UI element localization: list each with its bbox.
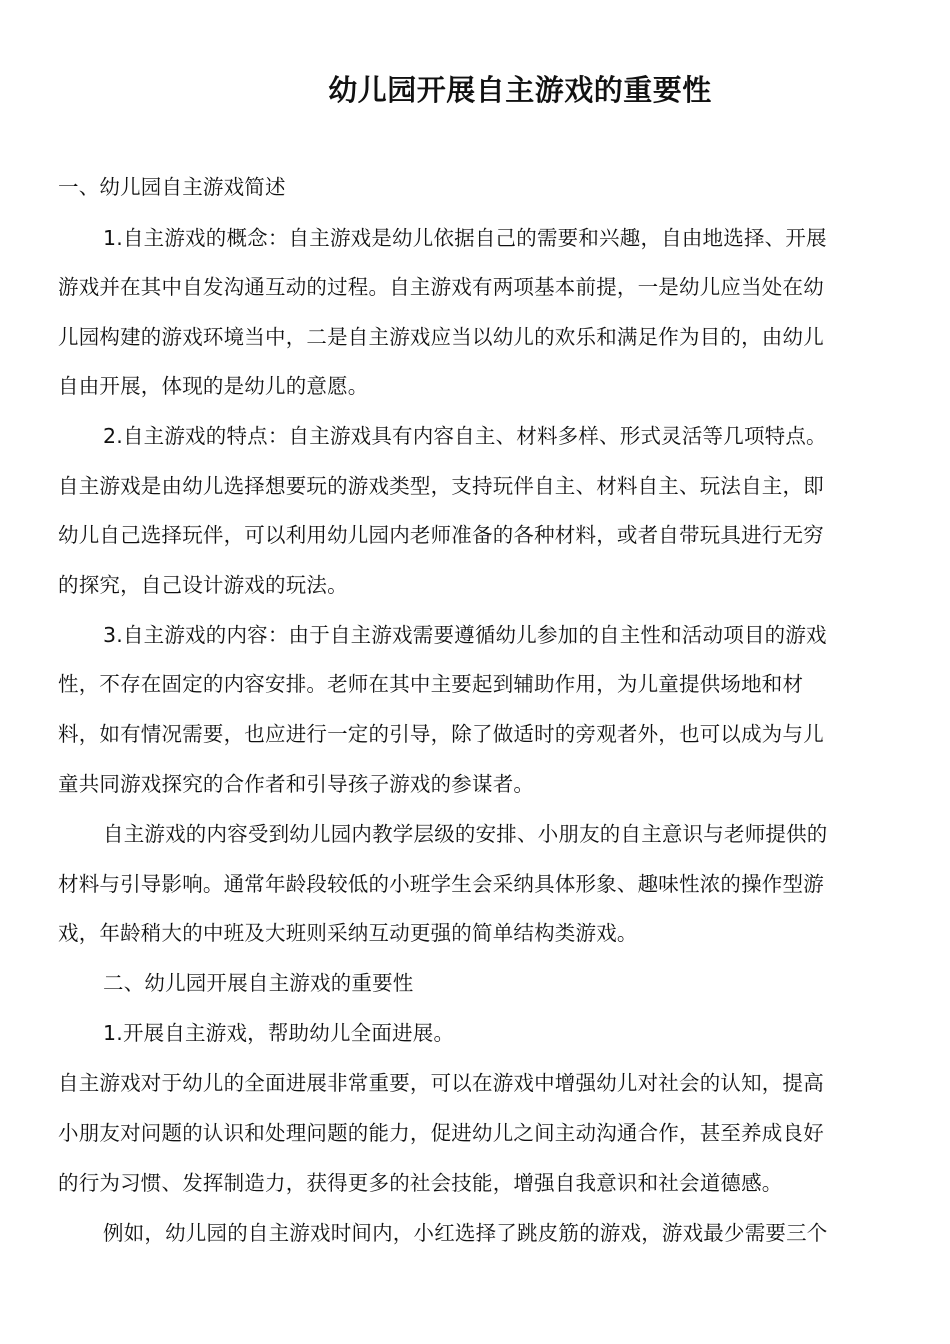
section-heading-2: 二、幼儿园开展自主游戏的重要性 [103,971,414,995]
paragraph-line: 小朋友对问题的认识和处理问题的能力，促进幼儿之间主动沟通合作，甚至养成良好 [58,1121,824,1145]
paragraph-line: 例如，幼儿园的自主游戏时间内，小红选择了跳皮筋的游戏，游戏最少需要三个 [103,1221,828,1245]
document-title: 幼儿园开展自主游戏的重要性 [328,73,712,107]
paragraph-line: 1.自主游戏的概念：自主游戏是幼儿依据自己的需要和兴趣，自由地选择、开展 [103,226,827,250]
paragraph-line: 自主游戏对于幼儿的全面进展非常重要，可以在游戏中增强幼儿对社会的认知，提高 [58,1071,824,1095]
paragraph-line: 自主游戏的内容受到幼儿园内教学层级的安排、小朋友的自主意识与老师提供的 [103,822,828,846]
paragraph-line: 的行为习惯、发挥制造力，获得更多的社会技能，增强自我意识和社会道德感。 [58,1171,783,1195]
paragraph-line: 戏，年龄稍大的中班及大班则采纳互动更强的简单结构类游戏。 [58,921,638,945]
paragraph-line: 童共同游戏探究的合作者和引导孩子游戏的参谋者。 [58,772,535,796]
paragraph-line: 游戏并在其中自发沟通互动的过程。自主游戏有两项基本前提，一是幼儿应当处在幼 [58,275,824,299]
paragraph-line: 料，如有情况需要，也应进行一定的引导，除了做适时的旁观者外，也可以成为与儿 [58,722,824,746]
paragraph-line: 自由开展，体现的是幼儿的意愿。 [58,374,369,398]
section-heading-1: 一、幼儿园自主游戏简述 [58,175,286,199]
paragraph-line: 性，不存在固定的内容安排。老师在其中主要起到辅助作用，为儿童提供场地和材 [58,672,804,696]
paragraph-line: 儿园构建的游戏环境当中，二是自主游戏应当以幼儿的欢乐和满足作为目的，由幼儿 [58,325,824,349]
paragraph-line: 3.自主游戏的内容：由于自主游戏需要遵循幼儿参加的自主性和活动项目的游戏 [103,623,827,647]
subsection-heading: 1.开展自主游戏，帮助幼儿全面进展。 [103,1021,455,1045]
paragraph-line: 材料与引导影响。通常年龄段较低的小班学生会采纳具体形象、趣味性浓的操作型游 [58,872,824,896]
paragraph-line: 自主游戏是由幼儿选择想要玩的游戏类型，支持玩伴自主、材料自主、玩法自主，即 [58,474,824,498]
paragraph-line: 幼儿自己选择玩伴，可以利用幼儿园内老师准备的各种材料，或者自带玩具进行无穷 [58,523,824,547]
paragraph-line: 的探究，自己设计游戏的玩法。 [58,573,348,597]
paragraph-line: 2.自主游戏的特点：自主游戏具有内容自主、材料多样、形式灵活等几项特点。 [103,424,827,448]
